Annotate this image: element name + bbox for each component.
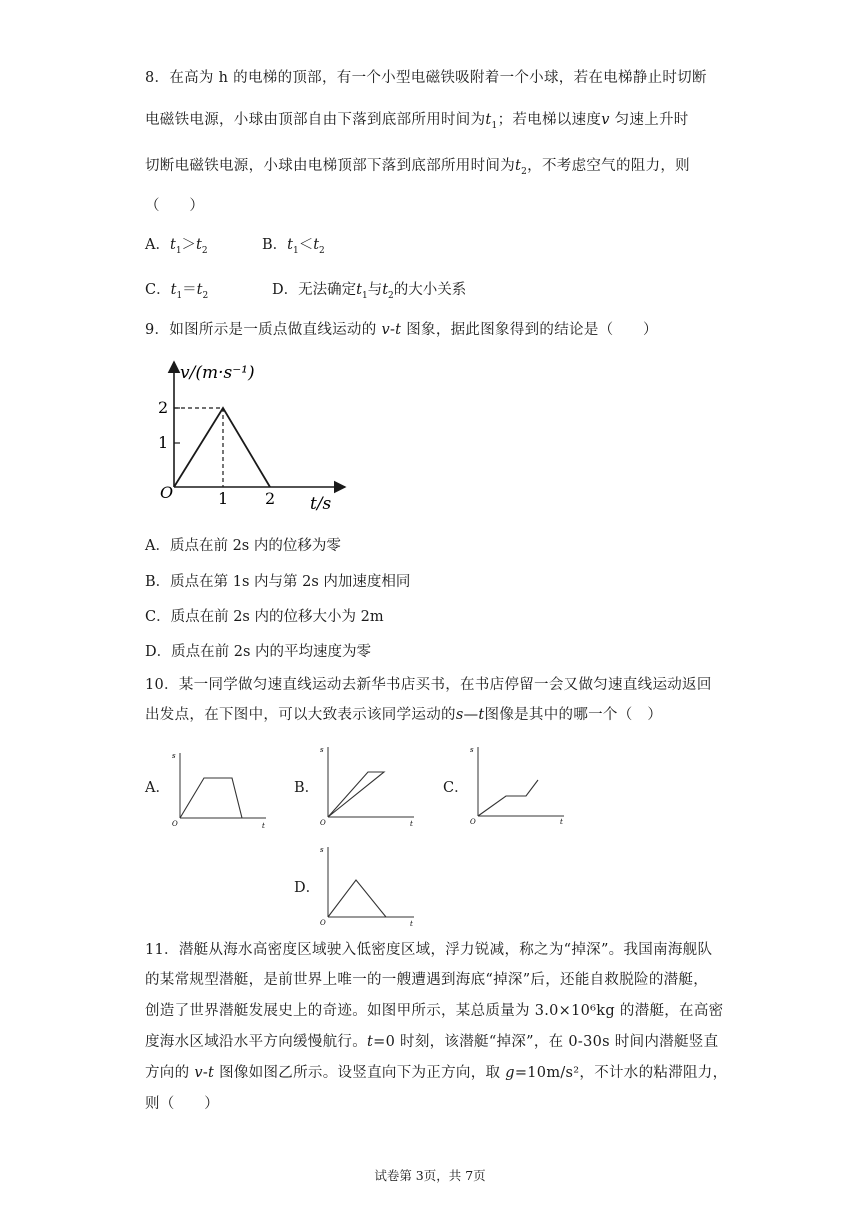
q10-line-1: 10．某一同学做匀速直线运动去新华书店买书，在书店停留一会又做匀速直线运动返回 [145, 677, 712, 693]
q10-line-2: 出发点，在下图中，可以大致表示该同学运动的s—t图像是其中的哪一个（ ） [145, 707, 663, 723]
q11-line-4: 度海水区域沿水平方向缓慢航行。t=0 时刻，该潜艇“掉深”，在 0-30s 时间内潜艇竖直 [145, 1034, 719, 1050]
q9-option-a[interactable]: A．质点在前 2s 内的位移为零 [145, 538, 341, 554]
svg-text:s: s [172, 752, 176, 760]
q8-option-d[interactable]: D．无法确定$t_1$与$t_2$的大小关系 [272, 282, 467, 301]
q10-graph-c[interactable] [466, 742, 571, 831]
q11-line-5: 方向的 v-t 图像如图乙所示。设竖直向下为正方向，取 g=10m/s²，不计水的粘滞阻力， [145, 1065, 728, 1081]
q10-graph-a[interactable] [168, 748, 273, 837]
svg-text:s: s [320, 846, 324, 854]
q9-velocity-line [174, 408, 270, 487]
q9-option-c[interactable]: C．质点在前 2s 内的位移大小为 2m [145, 609, 384, 625]
q9-option-d[interactable]: D．质点在前 2s 内的平均速度为零 [145, 644, 372, 660]
q9-vt-graph [150, 352, 365, 521]
svg-text:s: s [320, 746, 324, 754]
svg-text:s: s [470, 746, 474, 754]
q10-option-d-label[interactable]: D． [294, 880, 321, 896]
q9-y-tick-2: 2 [158, 398, 169, 417]
q8-option-a[interactable]: A．$t_1>t_2$ [145, 237, 208, 256]
q11-line-2: 的某常规型潜艇，是前世界上唯一的一艘遭遇到海底“掉深”后，还能自救脱险的潜艇， [145, 972, 709, 988]
q8-line-3: 切断电磁铁电源，小球由电梯顶部下落到底部所用时间为$t_2$，不考虑空气的阻力，则 [145, 158, 690, 177]
q10-option-b-label[interactable]: B． [294, 780, 320, 796]
q8-line-1: 8．在高为 h 的电梯的顶部，有一个小型电磁铁吸附着一个小球，若在电梯静止时切断 [145, 70, 707, 86]
q11-line-3: 创造了世界潜艇发展史上的奇迹。如图甲所示，某总质量为 3.0×10⁶kg 的潜艇，在高密 [145, 1003, 724, 1019]
q10-option-c-label[interactable]: C． [443, 780, 469, 796]
q9-y-label: v/(m·s⁻¹) [180, 363, 255, 383]
svg-text:O: O [172, 820, 178, 828]
q9-x-tick-2: 2 [265, 489, 276, 508]
svg-text:t: t [262, 822, 265, 830]
q10-graph-d[interactable] [316, 842, 421, 931]
q11-line-6: 则（ ） [145, 1096, 219, 1112]
svg-text:t: t [410, 920, 413, 927]
q10-option-a-label[interactable]: A． [145, 780, 170, 796]
svg-text:t: t [560, 818, 563, 826]
q8-option-b[interactable]: B．$t_1<t_2$ [262, 237, 325, 256]
q9-x-tick-1: 1 [218, 489, 229, 508]
page-footer: 试卷第 3页，共 7页 [374, 1168, 486, 1183]
svg-text:t: t [410, 820, 413, 827]
q9-stem: 9．如图所示是一质点做直线运动的 v-t 图象，据此图象得到的结论是（ ） [145, 322, 658, 338]
q8-option-c[interactable]: C．$t_1=t_2$ [145, 282, 209, 301]
q9-option-b[interactable]: B．质点在第 1s 内与第 2s 内加速度相同 [145, 574, 411, 590]
q10-graph-b[interactable] [316, 742, 421, 831]
q9-y-tick-1: 1 [158, 433, 169, 452]
q9-origin: O [160, 483, 174, 502]
q8-line-2: 电磁铁电源，小球由顶部自由下落到底部所用时间为$t_1$；若电梯以速度v 匀速上升时 [145, 112, 689, 131]
q9-x-label: t/s [310, 494, 332, 514]
q8-answer-bracket: （ ） [145, 198, 205, 214]
svg-text:O: O [470, 818, 476, 826]
svg-text:O: O [320, 919, 326, 927]
svg-text:O: O [320, 819, 326, 827]
q11-line-1: 11．潜艇从海水高密度区域驶入低密度区域，浮力锐减，称之为“掉深”。我国南海舰队 [145, 942, 713, 958]
